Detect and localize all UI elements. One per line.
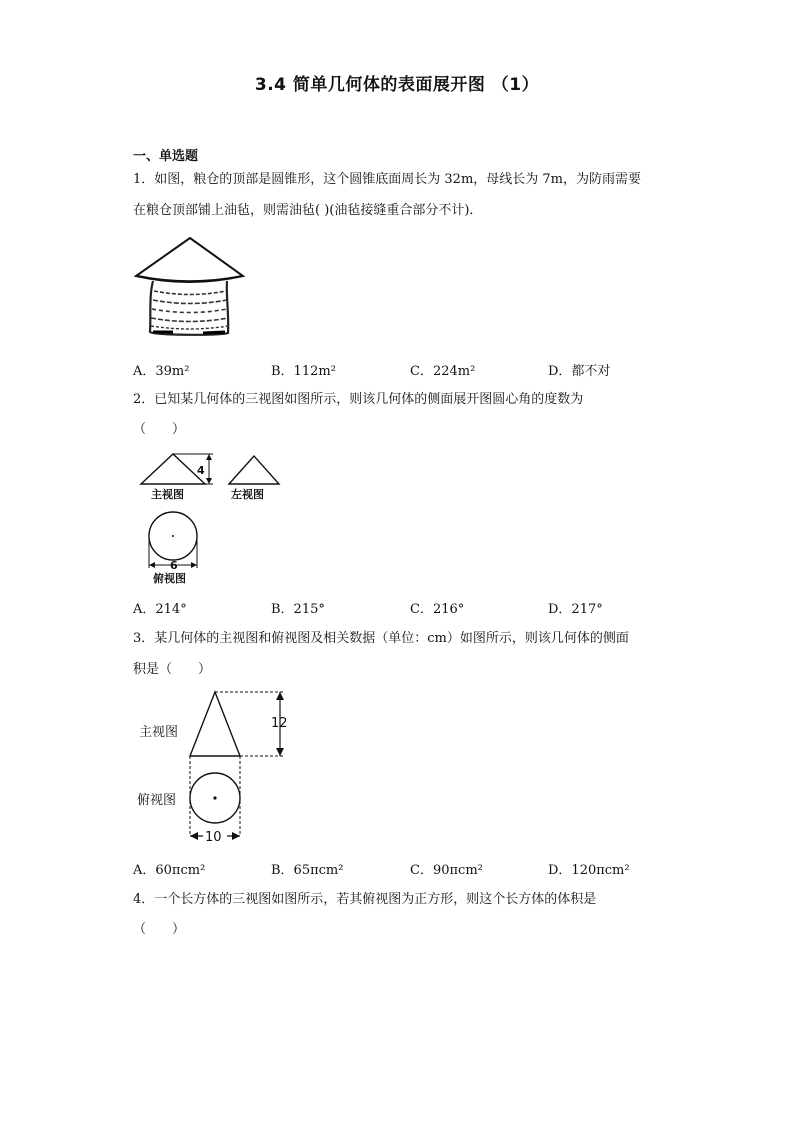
question-1-line-2: 在粮仓顶部铺上油毡，则需油毡( )(油毡接缝重合部分不计)． <box>133 203 483 218</box>
question-1-line-1: 1．如图，粮仓的顶部是圆锥形，这个圆锥底面周长为 32m，母线长为 7m，为防雨需要 <box>133 172 642 187</box>
q1-option-a: A．39m² <box>133 364 190 379</box>
q3-option-c: C．90πcm² <box>410 863 483 878</box>
question-2-line-1: 2．已知某几何体的三视图如图所示，则该几何体的侧面展开图圆心角的度数为 <box>133 392 584 407</box>
q2-top-view-label: 俯视图 <box>153 572 186 585</box>
question-3-line-2: 积是（ ） <box>133 662 212 677</box>
q2-left-view-label: 左视图 <box>231 488 264 501</box>
question-3-line-1: 3．某几何体的主视图和俯视图及相关数据（单位：cm）如图所示，则该几何体的侧面 <box>133 631 629 646</box>
q2-three-view-figure <box>133 448 293 588</box>
question-2-line-2: （ ） <box>133 422 186 437</box>
q3-diameter-label: 10 <box>205 830 222 845</box>
q1-option-d: D．都不对 <box>548 364 611 379</box>
q3-option-b: B．65πcm² <box>271 863 344 878</box>
q2-option-a: A．214° <box>133 602 187 617</box>
q2-height-label: 4 <box>197 464 205 477</box>
q2-option-d: D．217° <box>548 602 603 617</box>
q3-option-a: A．60πcm² <box>133 863 206 878</box>
q3-height-label: 12 <box>271 716 288 731</box>
question-4-line-1: 4．一个长方体的三视图如图所示，若其俯视图为正方形，则这个长方体的体积是 <box>133 892 597 907</box>
q3-top-view-label: 俯视图 <box>137 793 177 808</box>
granary-figure <box>133 236 245 344</box>
section-heading: 一、单选题 <box>133 149 199 164</box>
question-4-line-2: （ ） <box>133 922 186 937</box>
q1-option-c: C．224m² <box>410 364 476 379</box>
q2-front-view-label: 主视图 <box>151 488 184 501</box>
q2-option-c: C．216° <box>410 602 465 617</box>
q2-option-b: B．215° <box>271 602 325 617</box>
q3-front-view-label: 主视图 <box>139 725 179 740</box>
q3-two-view-figure <box>133 686 303 850</box>
page-title: 3.4 简单几何体的表面展开图 （1） <box>254 75 540 95</box>
q2-diameter-label: 6 <box>170 559 178 572</box>
q1-option-b: B．112m² <box>271 364 336 379</box>
q3-option-d: D．120πcm² <box>548 863 630 878</box>
